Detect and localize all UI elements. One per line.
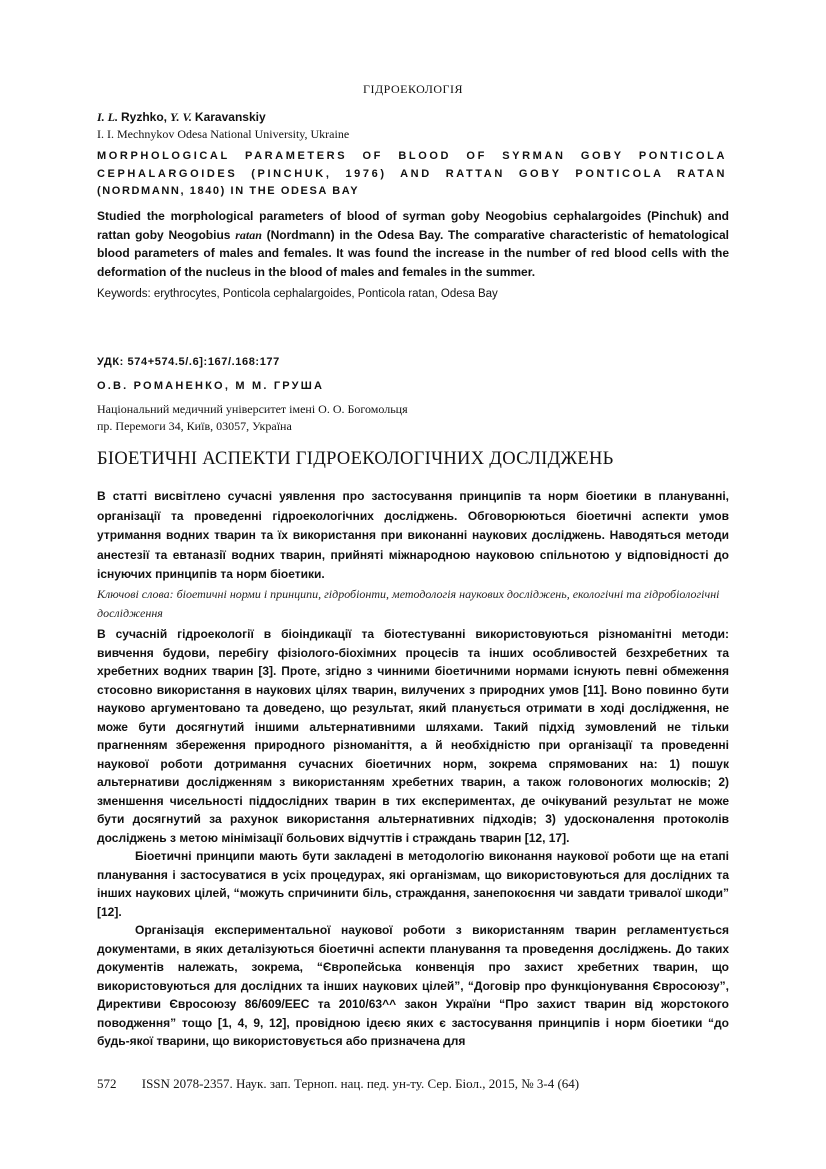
author2-initials: Y. V. <box>170 110 192 124</box>
authors-ua: О.В. РОМАНЕНКО, М М. ГРУША <box>97 380 325 392</box>
author1-surname: Ryzhko, <box>121 110 168 124</box>
affiliation-ua <box>97 401 408 435</box>
abstract-en <box>97 207 729 281</box>
title-en-line-3: (NORDMANN, 1840) IN THE ODESA BAY <box>97 185 360 197</box>
affiliation-ua-line-2: пр. Перемоги 34, Київ, 03057, Україна <box>97 419 292 433</box>
affiliation-ua-line-1: Національний медичний університет імені О. О. Богомольця <box>97 402 408 416</box>
article-body <box>97 625 729 1051</box>
section-header: ГІДРОЕКОЛОГІЯ <box>363 82 463 96</box>
author1-initials: I. L. <box>97 110 118 124</box>
page-number: 572 <box>97 1076 117 1091</box>
udk-code: УДК: 574+574.5/.6]:167/.168:177 <box>97 356 280 368</box>
abstract-ua: В статті висвітлено сучасні уявлення про застосування принципів та норм біоетики в плануванні, організації та проведенні гідроекологічних досліджень. Обговорюються біоетичні аспекти умов утримання водних тварин та їх використання при виконанні наукових досліджень. Наводяться методи анестезії та евтаназії водних тварин, прийняті міжнародною науковою спільнотою у відповідності до існуючих принципів та норм біоетики. <box>97 489 729 581</box>
keywords-ua: Ключові слова: біоетичні норми і принципи, гідробіонти, методологія наукових досліджень, екологічні та гідробіологічні дослідження <box>97 587 720 620</box>
article-title-ua: БІОЕТИЧНІ АСПЕКТИ ГІДРОЕКОЛОГІЧНИХ ДОСЛІДЖЕНЬ <box>97 449 614 469</box>
body-paragraph-3: Організація експериментальної наукової роботи з використанням тварин регламентується документами, в яких деталізуються біоетичні аспекти планування та проведення досліджень. До таких документів належать, зокрема, “Європейська конвенція про захист хребетних тварин, що використовуються для дослідних та інших наукових цілей”, “Договір про функціонування Євросоюзу”, Директиви Євросоюзу 86/609/EEC та 2010/63^^ закон України “Про захист тварин від жорстокого поводження” тощо [1, 4, 9, 12], провідною ідеєю яких є застосування принципів і норм біоетики “до будь-якої тварини, що використовується або призначена для <box>97 923 729 1048</box>
author2-surname: Karavanskiy <box>194 110 266 124</box>
abstract-en-part1: Studied the morphological parameters of blood of syrman goby Neogobius cephalargoides (Pinchuk) and rattan goby Neogobius <box>97 209 729 242</box>
abstract-en-part2: (Nordmann) in the Odesa Bay. The comparative characteristic of hematological blood parameters of males and females. It was found the increase in the number of red blood cells with the deformation of the nucleus in the blood of males and females in the summer. <box>97 227 729 279</box>
title-en-line-2: CEPHALARGOIDES (PINCHUK, 1976) AND RATTAN GOBY PONTICOLA RATAN <box>97 167 727 180</box>
affiliation-en: I. I. Mechnykov Odesa National University, Ukraine <box>97 127 350 141</box>
body-paragraph-1: В сучасній гідроекології в біоіндикації та біотестуванні використовуються різноманітні методи: вивчення будови, перебігу фізіолого-біохімних процесів та інших особливостей безхребетних та хребетних водних тварин [3]. Проте, згідно з чинними біоетичними нормами існують певні обмеження стосовно використання в наукових цілях тварин, вилучених з природних умов [11]. Воно повинно бути науково аргументовано та доведено, що результат, який планується отримати в ході дослідження, не може бути досягнутий іншими альтернативними шляхами. Такий підхід зумовлений не тільки прагненням збереження природного різноманіття, а й необхідністю при організації та проведенні наукової роботи дотримання сучасних біоетичних норм, зокрема спрямованих на: 1) пошук альтернативи дослідженням з використанням хребетних тварин, а також головоногих молюсків; 2) зменшення чисельності піддослідних тварин в тих експериментах, де очікуваний результат не може бути досягнутий за рахунок використання альтернативних підходів; 3) удосконалення протоколів досліджень з метою мінімізації больових відчуттів і страждань тварин [12, 17]. <box>97 627 729 845</box>
page-footer <box>97 1076 579 1092</box>
article-title-en <box>97 148 727 201</box>
authors-en <box>97 110 266 125</box>
body-paragraph-2: Біоетичні принципи мають бути закладені в методологію виконання наукової роботи ще на етапі планування і застосуватися в усіх процедурах, які організмам, що використовуються для дослідних та інших наукових цілей, “можуть спричинити біль, страждання, занепокоєння чи завдати тривалої шкоди” [12]. <box>97 849 729 919</box>
keywords-en: Keywords: erythrocytes, Ponticola cephalargoides, Ponticola ratan, Odesa Bay <box>97 288 498 300</box>
title-en-line-1: MORPHOLOGICAL PARAMETERS OF BLOOD OF SYRMAN GOBY PONTICOLA <box>97 150 727 162</box>
abstract-en-italic: ratan <box>235 227 262 242</box>
journal-citation: ISSN 2078-2357. Наук. зап. Терноп. нац. пед. ун-ту. Сер. Біол., 2015, № 3-4 (64) <box>141 1076 580 1091</box>
